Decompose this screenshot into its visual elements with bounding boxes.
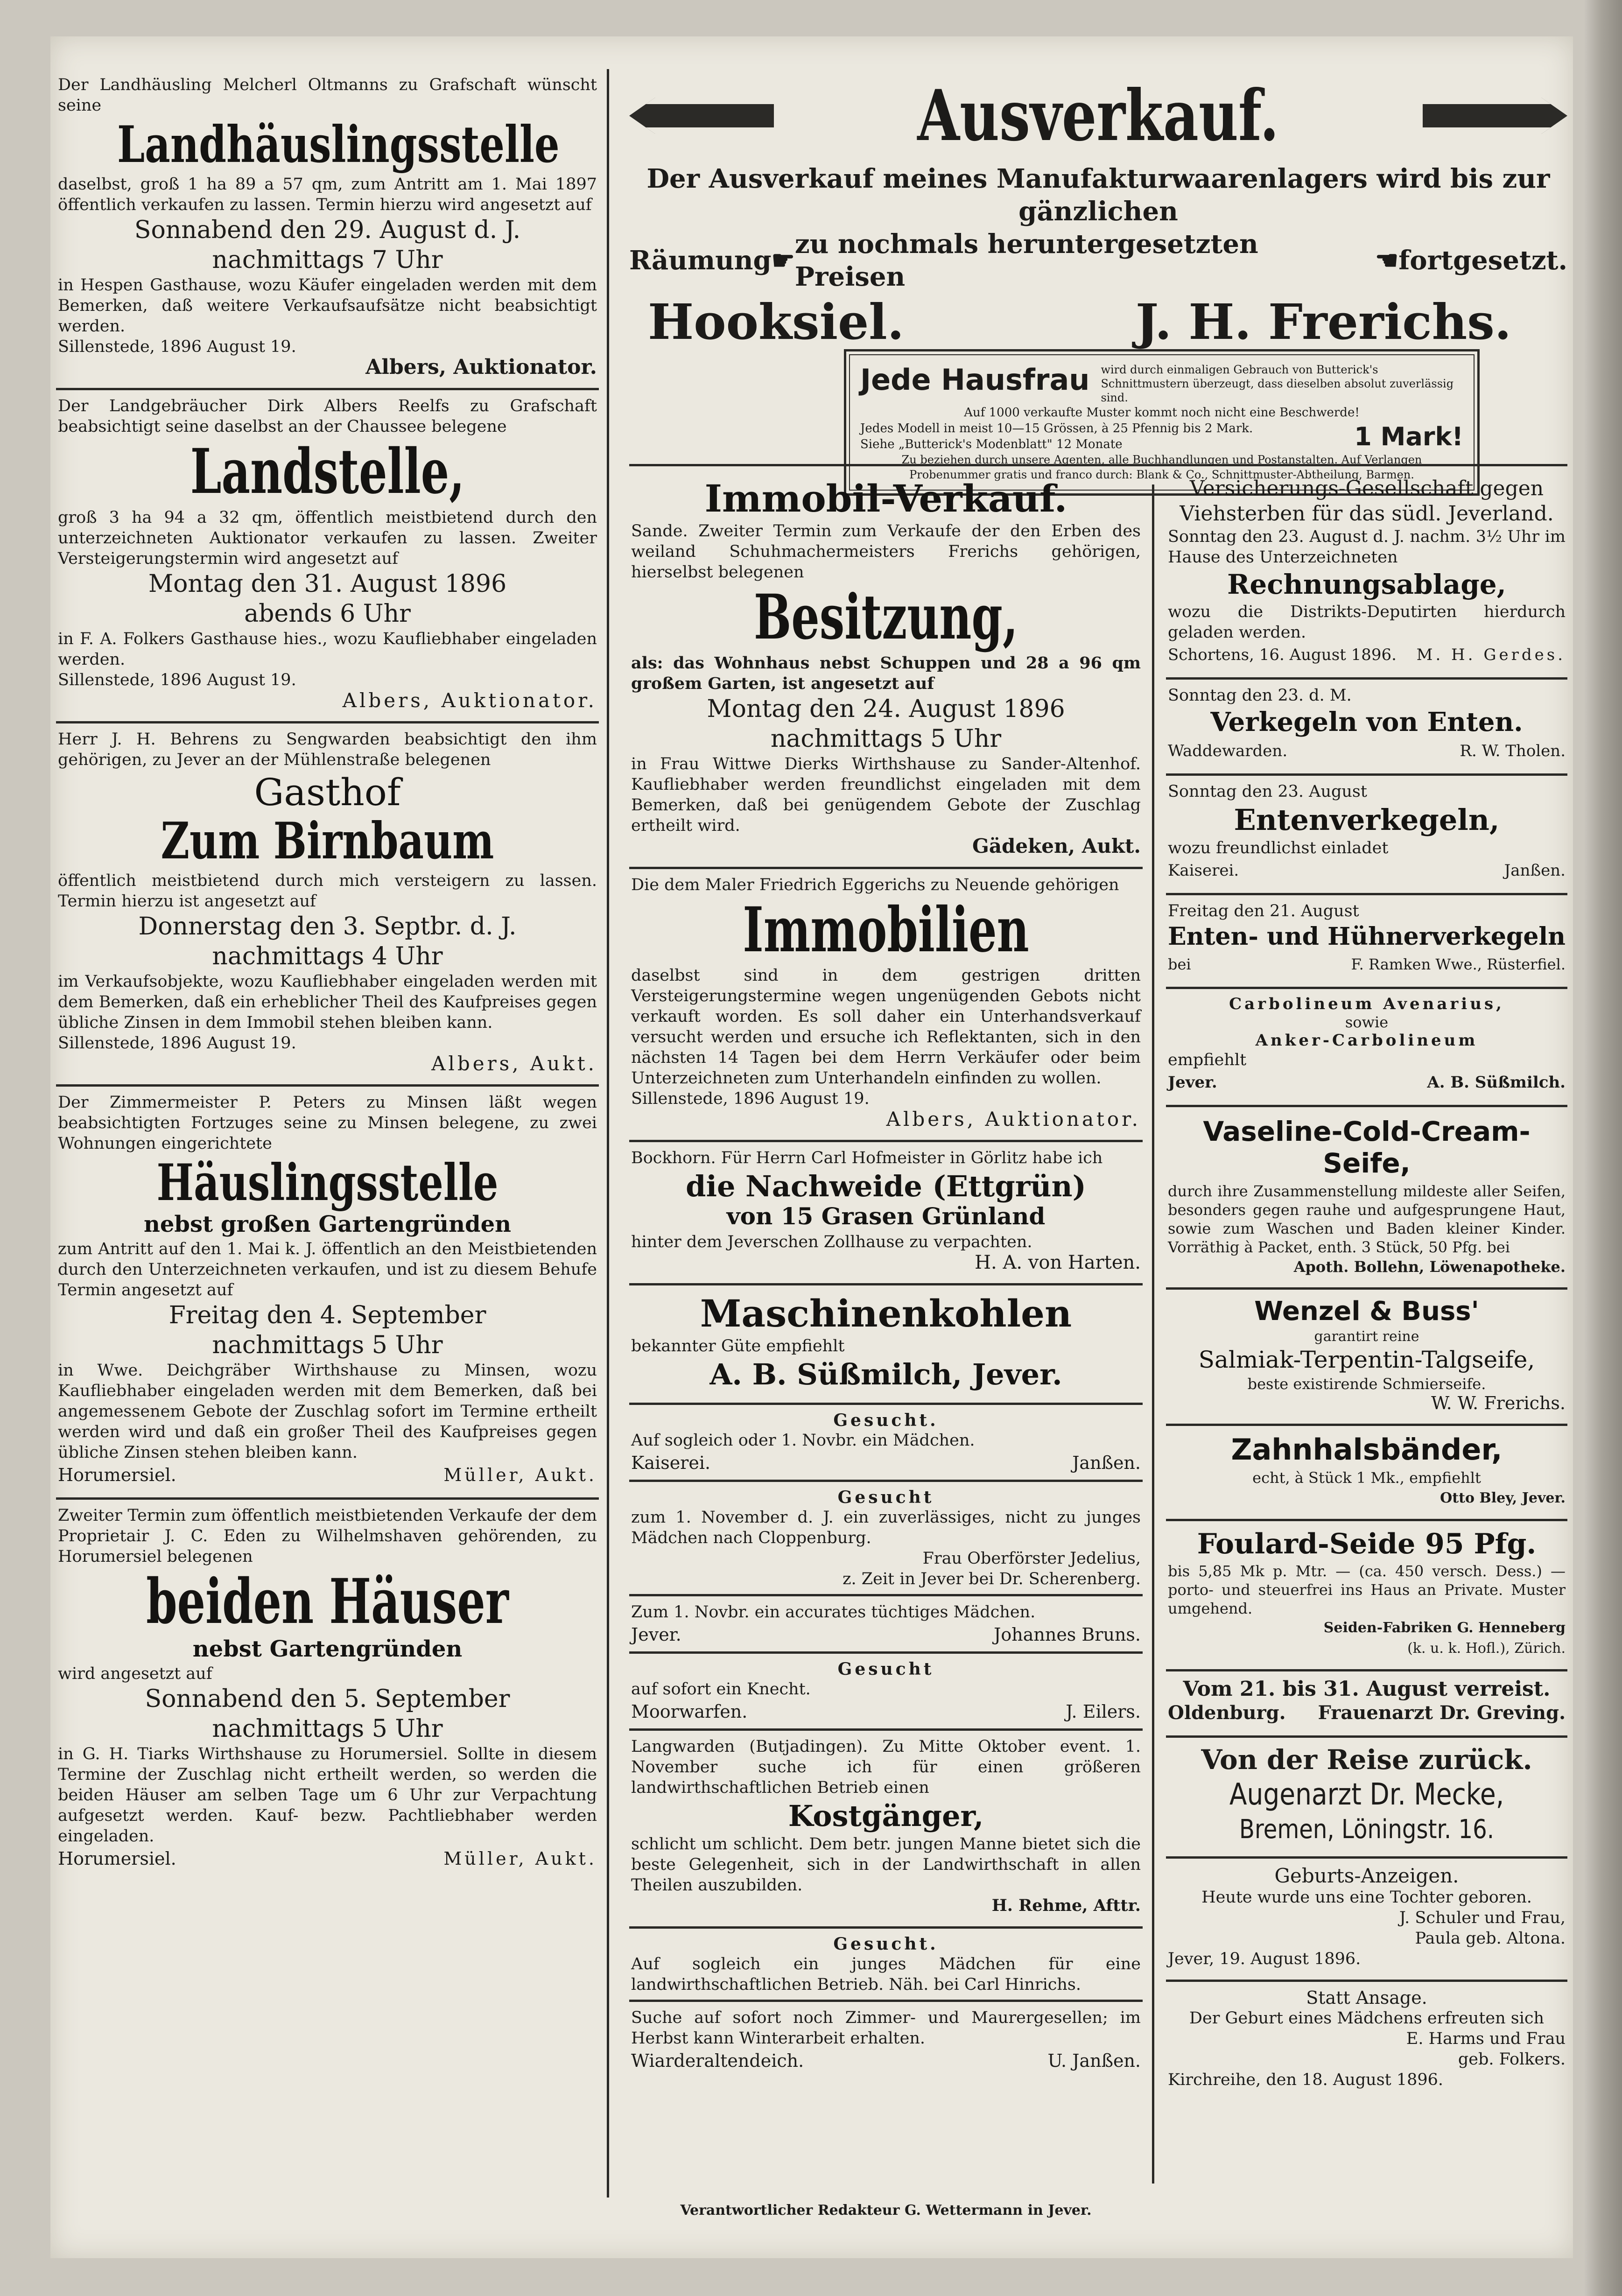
ad-immobilien: [629, 869, 1143, 1143]
ad-head: Gesucht.: [833, 1410, 939, 1430]
ad-beiden-haeuser: [56, 1500, 599, 1881]
ad-signature: Albers, Aukt.: [431, 1052, 597, 1075]
banner-town: Hooksiel.: [648, 293, 904, 351]
ad-body-2: in Wwe. Deichgräber Wirthshause zu Minsen, wozu Kaufliebhaber eingeladen werden mit dem Bemerken, daß bei angemessenem Gebote der Zuschlag sofort im Termine ertheilt werden wird und daß ein großer Theil des Kaufpreises gegen übliche Zinsen stehen bleiben kann.: [58, 1361, 597, 1462]
ad-body: daselbst sind in dem gestrigen dritten Versteigerungstermine wegen ungenügenden Gebots nicht verkauft worden. Es soll daher ein Unterhandsverkauf versucht werden und ersuche ich Reflektanten, sich in den nächsten 14 Tagen bei dem Herrn Verkäufer oder beim Unterzeichneten zum Unterhandeln einfinden zu wollen.: [631, 966, 1141, 1088]
ad-statt-ansage: [1166, 1982, 1567, 2100]
ad-date: Montag den 24. August 1896: [707, 695, 1065, 723]
ad-gesucht-5: [629, 1929, 1143, 2002]
hausfrau-title-row: [860, 363, 1463, 405]
ad-body: Heute wurde uns eine Tochter geboren.: [1201, 1888, 1532, 1907]
ad-headline: Häuslingsstelle: [156, 1153, 499, 1213]
ad-place: Kirchreihe, den 18. August 1896.: [1168, 2070, 1444, 2089]
ad-foulard-seide: [1166, 1521, 1567, 1671]
ad-signature: Janßen.: [1072, 1452, 1141, 1473]
banner-arrow-right: [1423, 98, 1567, 134]
ad-maurergesellen: [629, 2002, 1143, 2083]
middle-column: [629, 470, 1143, 2188]
ad-versicherung: [1166, 470, 1567, 680]
ad-immobil-verkauf: [629, 470, 1143, 869]
banner-firm: J. H. Frerichs.: [1135, 293, 1511, 351]
ad-intro: Herr J. H. Behrens zu Sengwarden beabsichtigt den ihm gehörigen, zu Jever an der Mühlenstraße belegenen: [58, 730, 597, 769]
ad-place: Waddewarden.: [1168, 741, 1288, 760]
ad-body-2: in G. H. Tiarks Wirthshause zu Horumersiel. Sollte in diesem Termine der Zuschlag nicht ertheilt werden, so werden die beiden Häuser am selben Tage um 6 Uhr zur Verpachtung aufgesetzt werden. Kauf- bezw. Pachtliebhaber werden eingeladen.: [58, 1745, 597, 1846]
ad-signature: Albers, Auktionator.: [342, 688, 597, 712]
ad-signature: Müller, Aukt.: [443, 1848, 597, 1869]
ad-time: abends 6 Uhr: [244, 599, 411, 628]
ad-body: Freitag den 21. August: [1168, 901, 1359, 920]
ad-body-3: in Frau Wittwe Dierks Wirthshause zu Sander-Altenhof. Kaufliebhaber werden freundlichst eingeladen mit dem Bemerken, daß bei genügendem Gebote der Zuschlag ertheilt wird.: [631, 754, 1141, 835]
ad-headline-2: Zum Birnbaum: [161, 811, 494, 871]
ad-signature-row: [1168, 643, 1566, 667]
ad-head: Gesucht.: [833, 1934, 939, 1954]
ad-gesucht-1: [629, 1405, 1143, 1482]
ad-signature: W. W. Frerichs.: [1431, 1392, 1566, 1413]
ad-headline: Kostgänger,: [788, 1798, 984, 1833]
hausfrau-price-row: [860, 421, 1463, 452]
ad-body: zum Antritt auf den 1. Mai k. J. öffentlich an den Meistbietenden durch den Unterzeichneten verkaufen, und ist zu diesem Behufe Termin angesetzt auf: [58, 1240, 597, 1300]
ad-body: echt, à Stück 1 Mk., empfiehlt: [1252, 1468, 1481, 1487]
ad-big-headline: Besitzung,: [753, 581, 1018, 653]
ad-time: nachmittags 5 Uhr: [770, 724, 1002, 753]
ad-body-2: als: das Wohnhaus nebst Schuppen und 28 a 96 qm großem Garten, ist angesetzt auf: [631, 653, 1141, 693]
ad-verkegeln-enten: [1166, 680, 1567, 776]
ad-line-1: Von der Reise zurück.: [1201, 1743, 1532, 1776]
ausverkauf-banner: [629, 69, 1567, 481]
ad-signature: Müller, Aukt.: [443, 1465, 597, 1486]
ad-title: Geburts-Anzeigen.: [1274, 1864, 1459, 1887]
ad-place: Kaiserei.: [631, 1452, 711, 1473]
ad-line-2: beste existirende Schmierseife.: [1247, 1375, 1486, 1393]
ad-line-1: garantirt reine: [1314, 1328, 1419, 1345]
ad-headline: Gasthof: [254, 770, 401, 814]
ad-signature-row: [1168, 858, 1566, 883]
ad-body: Sonntag den 23. August d. J. nachm. 3½ Uhr im Hause des Unterzeichneten: [1168, 527, 1566, 567]
ad-headline: Zahnhalsbänder,: [1231, 1432, 1503, 1467]
ad-line-2: sowie: [1345, 1013, 1389, 1032]
ad-signature: E. Harms und Frau: [1406, 2029, 1566, 2048]
ad-headline: beiden Häuser: [146, 1566, 509, 1638]
ad-date: Sonnabend den 29. August d. J.: [134, 216, 521, 245]
hausfrau-title: Jede Hausfrau: [860, 363, 1090, 397]
ad-signature: U. Janßen.: [1047, 2050, 1141, 2071]
ad-date: Sonnabend den 5. September: [145, 1685, 510, 1713]
ad-body: Langwarden (Butjadingen). Zu Mitte Oktober event. 1. November suche ich für einen größeren landwirthschaftlichen Betrieb einen: [631, 1737, 1141, 1797]
ad-signature: Seiden-Fabriken G. Henneberg: [1323, 1619, 1566, 1636]
ad-place: bei: [1168, 955, 1191, 974]
ad-signature-row: [1168, 1070, 1566, 1095]
ad-frauenarzt: [1166, 1671, 1567, 1738]
ad-signature: M. H. Gerdes.: [1416, 645, 1566, 664]
ad-signature-row: [1168, 952, 1566, 976]
ad-time: nachmittags 4 Uhr: [212, 942, 443, 971]
ad-intro: Der Landgebräucher Dirk Albers Reelfs zu Grafschaft beabsichtigt seine daselbst an der Chaussee belegene: [58, 397, 597, 436]
ad-place: Wiarderaltendeich.: [631, 2050, 804, 2071]
ad-body-2: in F. A. Folkers Gasthause hies., wozu Kaufliebhaber eingeladen werden.: [58, 629, 597, 669]
ad-signature-2: (k. u. k. Hofl.), Zürich.: [1407, 1640, 1566, 1657]
ad-carbolineum: [1166, 989, 1567, 1107]
hausfrau-side: wird durch einmaligen Gebrauch von Butterick's Schnittmustern überzeugt, dass dieselben absolut zuverlässig sind.: [1101, 363, 1454, 404]
ad-body-2: hinter dem Jeverschen Zollhause zu verpachten.: [631, 1232, 1032, 1251]
ad-nachweide: [629, 1142, 1143, 1285]
ad-signature: J. Schuler und Frau,: [1399, 1908, 1566, 1927]
ad-time: nachmittags 7 Uhr: [212, 246, 443, 274]
ad-head: Gesucht: [837, 1659, 934, 1679]
pointing-hand-left-icon: ☚: [1375, 245, 1399, 276]
ad-signature: Johannes Bruns.: [994, 1624, 1141, 1645]
ad-body: Sonntag den 23. August: [1168, 782, 1367, 801]
ad-subheadline: nebst großen Gartengründen: [143, 1211, 512, 1237]
ad-signature-row: [58, 1463, 597, 1487]
ad-haeuslingsstelle: [56, 1087, 599, 1500]
ad-line-2: [1168, 1701, 1566, 1725]
ad-place: Sillenstede, 1896 August 19.: [58, 1034, 296, 1053]
ad-time: nachmittags 5 Uhr: [212, 1715, 443, 1743]
ad-signature: H. A. von Harten.: [975, 1251, 1141, 1273]
ad-signature: A. B. Süßmilch.: [1427, 1073, 1566, 1092]
ad-body-2: im Verkaufsobjekte, wozu Kaufliebhaber eingeladen werden mit dem Bemerken, daß ein erheblicher Theil des Kaufpreises gegen übliche Zinsen in dem Immobil stehen bleiben kann.: [58, 972, 597, 1032]
ad-body: bis 5,85 Mk p. Mtr. — (ca. 450 versch. Dess.) — porto- und steuerfrei ins Haus an Private. Muster umgehend.: [1168, 1562, 1566, 1617]
ad-firm: A. B. Süßmilch, Jever.: [709, 1357, 1062, 1391]
ad-body: Bockhorn. Für Herrn Carl Hofmeister in Görlitz habe ich: [631, 1149, 1103, 1168]
hausfrau-line-2: Jedes Modell in meist 10—15 Grössen, à 25 Pfennig bis 2 Mark.: [860, 421, 1253, 435]
ad-place: Jever, 19. August 1896.: [1168, 1949, 1361, 1968]
ad-title: Statt Ansage.: [1306, 1987, 1427, 2008]
ad-signature: R. W. Tholen.: [1460, 741, 1566, 760]
ad-body: Zum 1. Novbr. ein accurates tüchtiges Mädchen.: [631, 1602, 1036, 1622]
ad-signature: Frauenarzt Dr. Greving.: [1318, 1701, 1566, 1724]
banner-signature-row: [629, 293, 1567, 351]
ad-body-2: schlicht um schlicht. Dem betr. jungen Manne bietet sich die beste Gelegenheit, sich in der Landwirthschaft in allen Theilen auszubilden.: [631, 1834, 1141, 1895]
hausfrau-line-4: Zu beziehen durch unsere Agenten, alle Buchhandlungen und Postanstalten. Auf Verlangen Probenummer gratis und franco durch: Blank & Co., Schnittmuster-Abtheilung, Barmen.: [901, 453, 1422, 481]
ad-augenarzt: [1166, 1738, 1567, 1859]
banner-line-2: [629, 228, 1567, 293]
ad-signature-2: geb. Folkers.: [1458, 2050, 1566, 2069]
ad-headline: Landhäuslingsstelle: [117, 115, 560, 174]
ad-headline: Enten- und Hühnerverkegeln: [1168, 922, 1566, 951]
ad-huehnerverkegeln: [1166, 895, 1567, 990]
banner-title: Ausverkauf.: [917, 75, 1279, 157]
ad-title: Versicherungs-Gesellschaft gegen Viehsterben für das südl. Jeverland.: [1180, 477, 1554, 526]
ad-landstelle: [56, 390, 599, 723]
pointing-hand-right-icon: ☛: [771, 245, 795, 276]
hausfrau-lines: [860, 421, 1253, 452]
newspaper-page: [50, 36, 1573, 2258]
left-column: [56, 69, 599, 2179]
ad-signature: Gädeken, Aukt.: [972, 834, 1141, 857]
ad-line-2: Augenarzt Dr. Mecke,: [1229, 1777, 1504, 1812]
ad-headline: Rechnungsablage,: [1227, 569, 1506, 600]
ad-body: daselbst, groß 1 ha 89 a 57 qm, zum Antritt am 1. Mai 1897 öffentlich verkaufen zu lassen. Termin hierzu wird angesetzt auf: [58, 175, 597, 215]
ad-body: zum 1. November d. J. ein zuverlässiges, nicht zu junges Mädchen nach Cloppenburg.: [631, 1508, 1141, 1547]
ad-signature-row: [1168, 739, 1566, 763]
ad-place: Sillenstede, 1896 August 19.: [631, 1089, 870, 1109]
ad-body: öffentlich meistbietend durch mich versteigern zu lassen. Termin hierzu ist angesetzt auf: [58, 871, 597, 911]
ad-gesucht-4: [629, 1654, 1143, 1731]
ad-headline: Landstelle,: [190, 435, 465, 508]
ad-signature: Albers, Auktionator.: [365, 355, 597, 379]
ad-date: Freitag den 4. September: [169, 1301, 486, 1330]
banner-title-row: [629, 69, 1567, 162]
ad-gasthof-zum-birnbaum: [56, 723, 599, 1087]
ad-intro: Zweiter Termin zum öffentlich meistbietenden Verkaufe der dem Proprietair J. C. Eden zu Wilhelmshaven gehörenden, zu Horumersiel belegenen: [58, 1506, 597, 1566]
ad-body: Der Geburt eines Mädchens erfreuten sich: [1189, 2008, 1545, 2028]
ad-headline: Entenverkegeln,: [1234, 802, 1500, 837]
ad-body: bekannter Güte empfiehlt: [631, 1336, 845, 1355]
banner-raeumung: Räumung: [629, 245, 772, 276]
column-rule-left: [607, 69, 609, 2198]
ad-place: Sillenstede, 1896 August 19.: [58, 670, 296, 689]
ad-body-2: wozu die Distrikts-Deputirten hierdurch geladen werden.: [1168, 602, 1566, 642]
ad-time: nachmittags 5 Uhr: [212, 1331, 443, 1360]
ad-landhaeuslingsstelle: [56, 69, 599, 390]
ad-headline-2: Salmiak-Terpentin-Talgseife,: [1198, 1346, 1535, 1374]
ad-date: Montag den 31. August 1896: [148, 569, 507, 598]
ad-signature-2: z. Zeit in Jever bei Dr. Scherenberg.: [843, 1569, 1141, 1588]
ad-headline: Verkegeln von Enten.: [1210, 706, 1523, 737]
hausfrau-line-3: Siehe „Butterick's Modenblatt" 12 Monate: [860, 437, 1123, 451]
ad-headline: Immobilien: [743, 893, 1029, 966]
ad-entenverkegeln: [1166, 776, 1567, 895]
ad-headline: Maschinenkohlen: [700, 1291, 1072, 1335]
ad-signature: F. Ramken Wwe., Rüsterfiel.: [1351, 955, 1566, 974]
ad-signature: Albers, Auktionator.: [886, 1108, 1141, 1131]
ad-signature: Frau Oberförster Jedelius,: [922, 1549, 1141, 1568]
ad-signature-row: [631, 1451, 1141, 1475]
ad-signature-2: Paula geb. Altona.: [1415, 1929, 1566, 1948]
ad-line-1: Vom 21. bis 31. August verreist.: [1183, 1677, 1551, 1701]
column-rule-middle: [1152, 484, 1154, 2184]
ad-place: Schortens, 16. August 1896.: [1168, 645, 1397, 664]
ad-gesucht-2: [629, 1482, 1143, 1596]
ad-subheadline: von 15 Grasen Grünland: [726, 1202, 1046, 1230]
banner-line-2-text: zu nochmals heruntergesetzten Preisen: [794, 229, 1258, 292]
ad-body: Auf sogleich oder 1. Novbr. ein Mädchen.: [631, 1431, 975, 1450]
ad-place: Kaiserei.: [1168, 861, 1239, 880]
ad-body-2: in Hespen Gasthause, wozu Käufer eingeladen werden mit dem Bemerken, daß weitere Verkaufsaufsätze nicht beabsichtigt werden.: [58, 276, 597, 336]
ad-body: groß 3 ha 94 a 32 qm, öffentlich meistbietend durch den unterzeichneten Auktionator verkaufen zu lassen. Zweiter Versteigerungstermin wird angesetzt auf: [58, 508, 597, 568]
ad-head: Gesucht: [837, 1487, 934, 1507]
ad-body: Auf sogleich ein junges Mädchen für eine landwirthschaftlichen Betrieb. Näh. bei Carl Hinrichs.: [631, 1954, 1141, 1994]
right-column: [1166, 470, 1567, 2188]
ad-line-4: empfiehlt: [1168, 1051, 1247, 1070]
banner-fortgesetzt: fortgesetzt.: [1398, 245, 1567, 276]
ad-place: Oldenburg.: [1168, 1701, 1286, 1724]
ad-intro: Der Landhäusling Melcherl Oltmanns zu Grafschaft wünscht seine: [58, 76, 597, 115]
ad-intro: Der Zimmermeister P. Peters zu Minsen läßt wegen beabsichtigten Fortzuges seine zu Minsen belegene, zu zwei Wohnungen eingerichtete: [58, 1093, 597, 1153]
ad-headline: Immobil-Verkauf.: [704, 477, 1067, 520]
hausfrau-line-1: Auf 1000 verkaufte Muster kommt noch nicht eine Beschwerde!: [964, 406, 1360, 420]
hausfrau-price: 1 Mark!: [1354, 421, 1463, 451]
ad-headline: Wenzel & Buss': [1254, 1296, 1479, 1327]
ad-headline: Vaseline-Cold-Cream-Seife,: [1203, 1116, 1531, 1180]
ad-place: Horumersiel.: [58, 1848, 176, 1869]
ad-maschinenkohlen: [629, 1285, 1143, 1405]
ad-signature: J. Eilers.: [1066, 1701, 1141, 1722]
ad-geburts-anzeige: [1166, 1859, 1567, 1982]
ad-wenzel-buss: [1166, 1290, 1567, 1425]
ad-line-3: Anker-Carbolineum: [1255, 1031, 1478, 1050]
ad-place: Moorwarfen.: [631, 1701, 748, 1722]
ad-signature-row: [631, 1699, 1141, 1724]
ad-vaseline-seife: [1166, 1107, 1567, 1290]
ad-body: auf sofort ein Knecht.: [631, 1679, 811, 1699]
ad-place: Sillenstede, 1896 August 19.: [58, 337, 296, 357]
ad-signature: H. Rehme, Afttr.: [991, 1896, 1141, 1915]
ad-body: Suche auf sofort noch Zimmer- und Maurergesellen; im Herbst kann Winterarbeit erhalten.: [631, 2008, 1141, 2048]
ad-line-1: Carbolineum Avenarius,: [1229, 995, 1504, 1014]
editor-footer: Verantwortlicher Redakteur G. Wettermann in Jever.: [680, 2202, 1092, 2219]
ad-lead: wird angesetzt auf: [58, 1664, 212, 1684]
ad-body: Sande. Zweiter Termin zum Verkaufe der den Erben des weiland Schuhmachermeisters Frerichs gehörigen, hierselbst belegenen: [631, 522, 1141, 582]
ad-signature: Janßen.: [1504, 861, 1566, 880]
ad-zahnhalsbaender: [1166, 1426, 1567, 1521]
ad-signature-row: [58, 1847, 597, 1871]
ad-body: Sonntag den 23. d. M.: [1168, 686, 1352, 705]
ad-date: Donnerstag den 3. Septbr. d. J.: [138, 913, 517, 941]
ad-body-2: wozu freundlichst einladet: [1168, 838, 1389, 857]
ad-kostgaenger: [629, 1731, 1143, 1929]
ad-place: Jever.: [1168, 1073, 1217, 1092]
ad-body: durch ihre Zusammenstellung mildeste aller Seifen, besonders gegen rauhe und aufgesprungene Haut, sowie zum Waschen und Baden kleiner Kinder. Vorräthig à Packet, enth. 3 Stück, 50 Pfg. bei: [1168, 1182, 1566, 1257]
ad-place: Horumersiel.: [58, 1465, 176, 1486]
ad-signature: Apoth. Bollehn, Löwenapotheke.: [1293, 1258, 1566, 1276]
ad-signature-row: [631, 2049, 1141, 2073]
ad-subheadline: nebst Gartengründen: [192, 1636, 463, 1662]
ad-intro: Die dem Maler Friedrich Eggerichs zu Neuende gehörigen: [631, 875, 1119, 894]
ad-headline: die Nachweide (Ettgrün): [686, 1169, 1086, 1204]
ad-signature: Otto Bley, Jever.: [1440, 1489, 1566, 1506]
ad-signature-row: [631, 1622, 1141, 1647]
ad-gesucht-3: [629, 1596, 1143, 1654]
ad-headline: Foulard-Seide 95 Pfg.: [1197, 1527, 1537, 1560]
ad-place: Jever.: [631, 1624, 681, 1645]
banner-arrow-left: [629, 98, 774, 134]
ad-line-3: Bremen, Löningstr. 16.: [1239, 1814, 1495, 1845]
banner-line-1: Der Ausverkauf meines Manufakturwaarenlagers wird bis zur gänzlichen: [646, 163, 1550, 227]
scan-edge: [1585, 0, 1622, 2296]
